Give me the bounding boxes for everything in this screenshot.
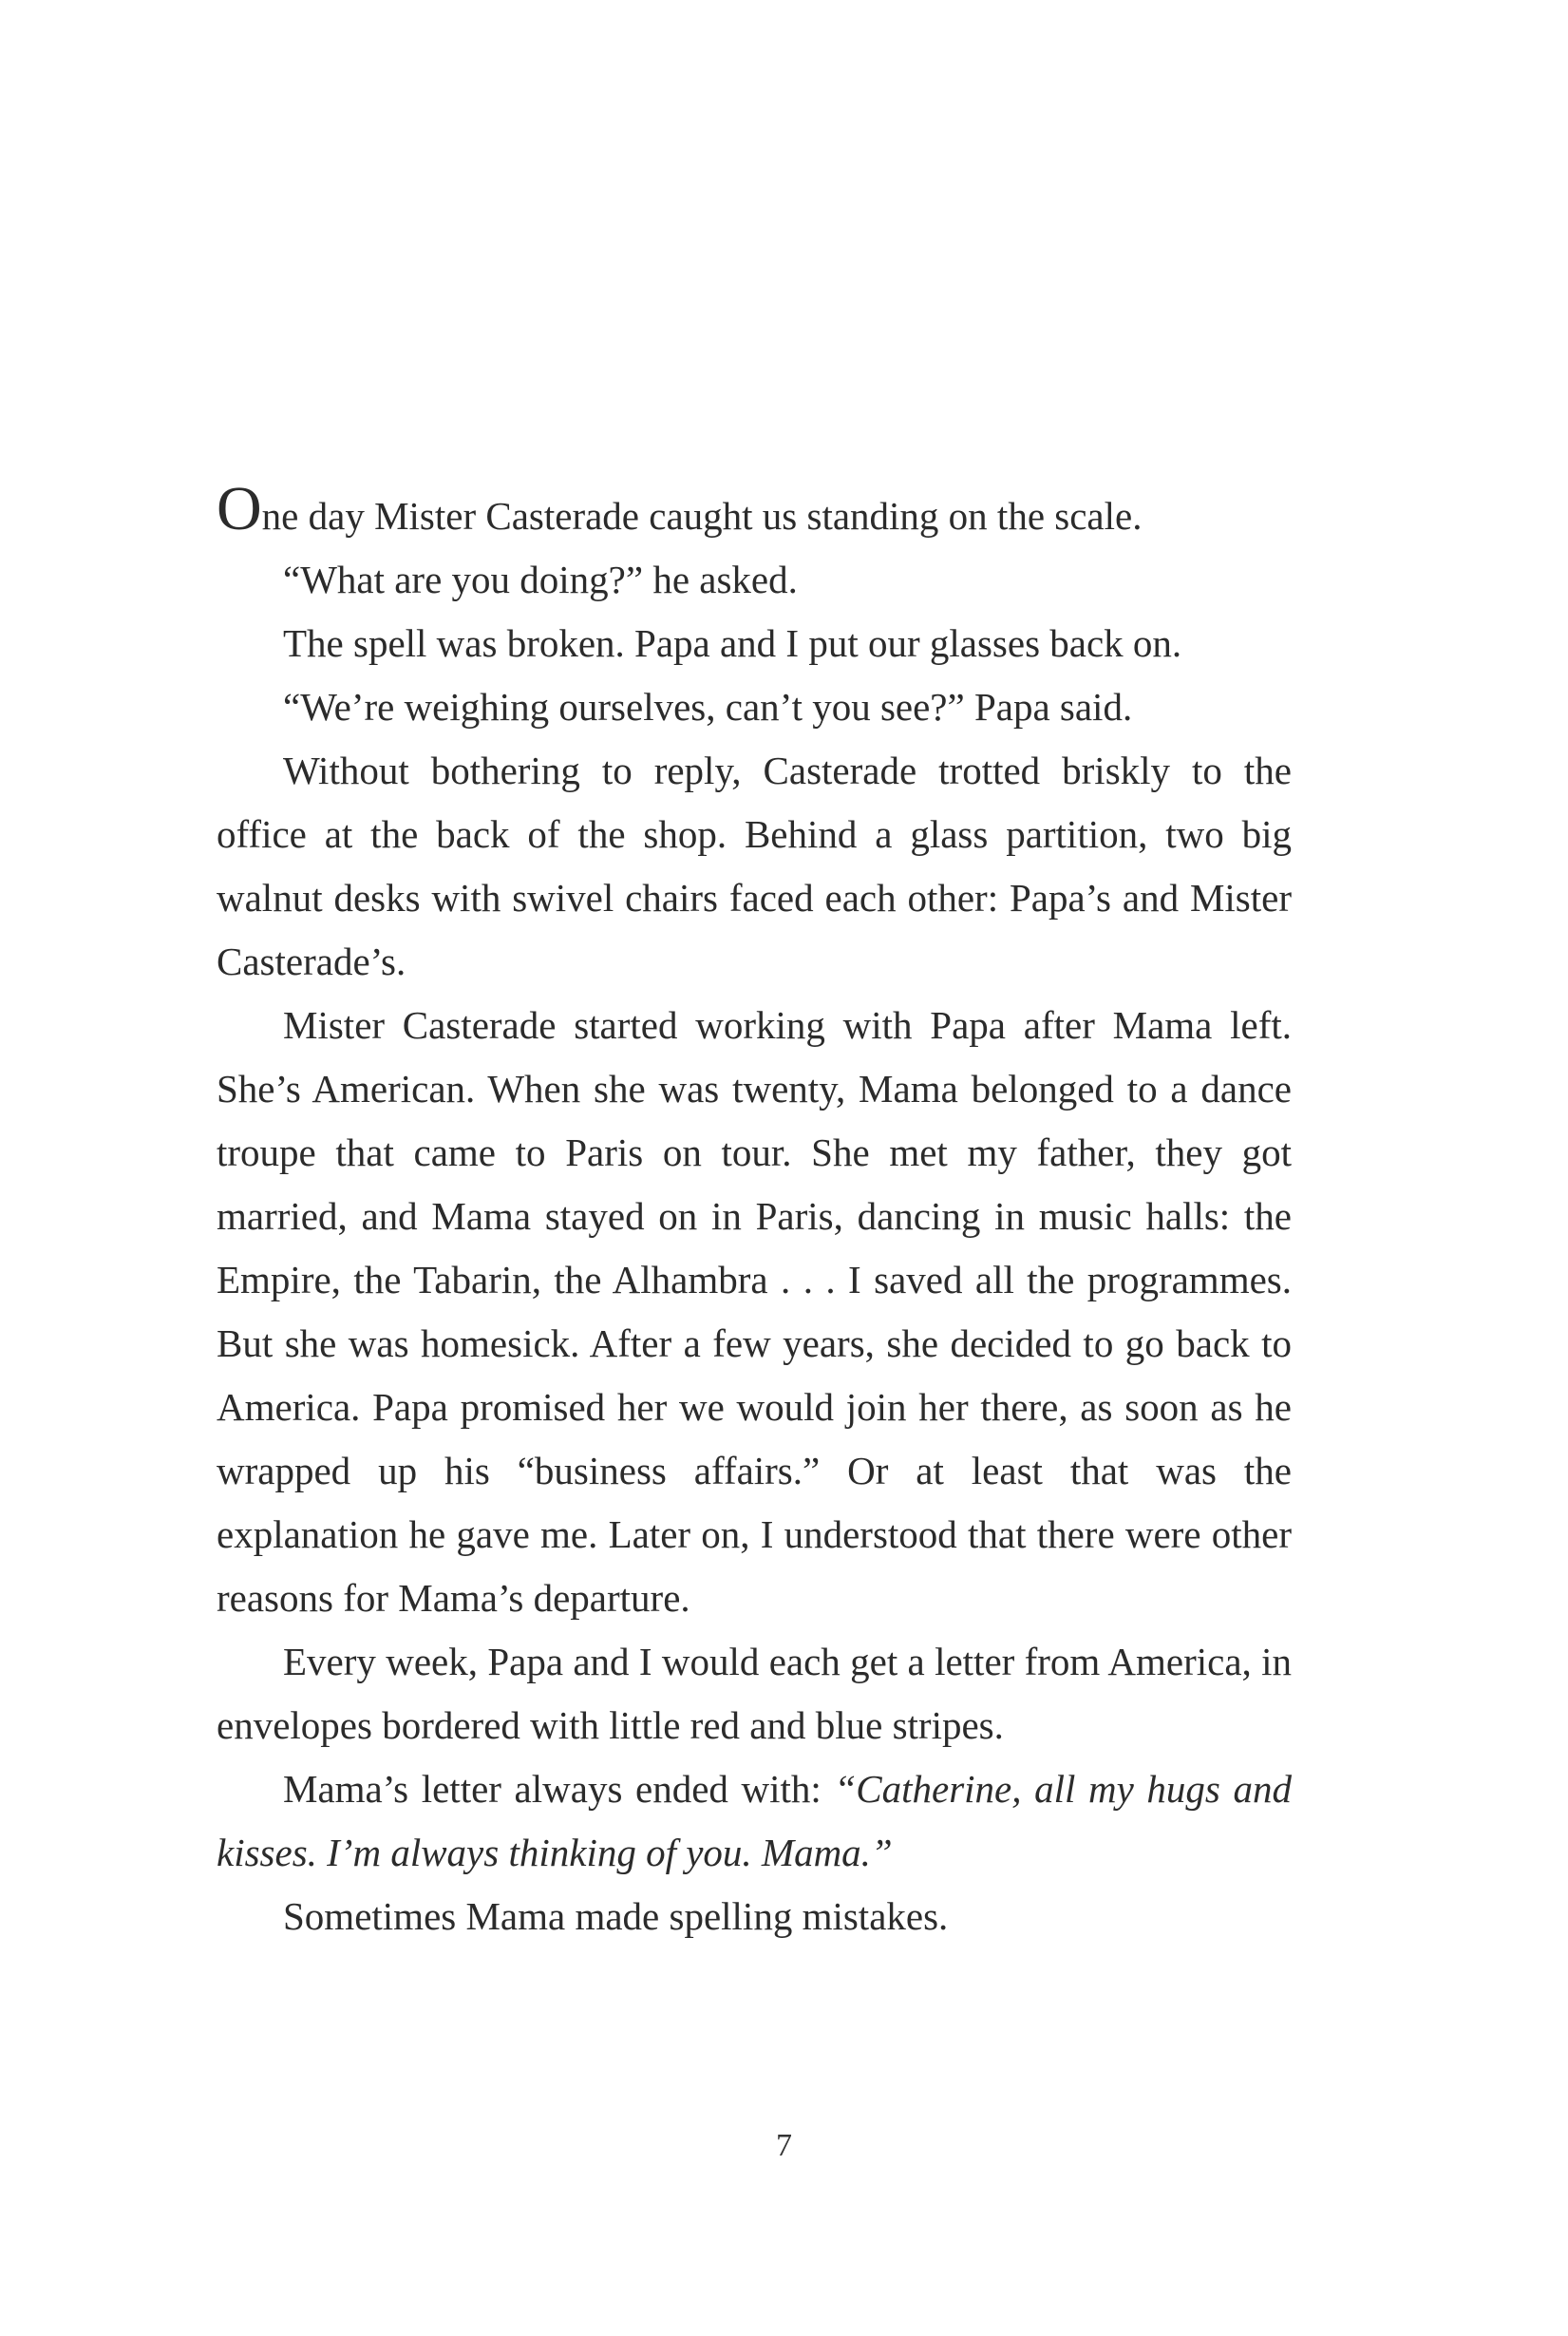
- paragraph-8: [217, 1757, 1292, 1885]
- page-number: 7: [776, 2128, 792, 2163]
- paragraph-9: Sometimes Mama made spelling mistakes.: [283, 1894, 949, 1938]
- drop-cap: O: [217, 474, 262, 543]
- paragraph-6: Mister Casterade started working with Papa after Mama left. She’s American. When she was twenty, Mama belonged to a dance troupe that came to Paris on tour. She met my father, they got married, and Mama stayed on in Paris, dancing in music halls: the Empire, the Tabarin, the Alhambra . . . I saved all the programmes. But she was homesick. After a few years, she decided to go back to America. Papa promised her we would join her there, as soon as he wrapped up his “business affairs.” Or at least that was the explanation he gave me. Later on, I understood that there were other reasons for Mama’s departure.: [217, 1003, 1292, 1620]
- paragraph-2: “What are you doing?” he asked.: [283, 558, 798, 601]
- paragraph-5: Without bothering to reply, Casterade trotted briskly to the office at the back of the shop. Behind a glass partition, two big walnut desks with swivel chairs faced each other: Papa’s and Mister Casterade’s.: [217, 749, 1292, 983]
- paragraph-1: [217, 474, 1292, 548]
- paragraph-text: ne day Mister Casterade caught us standing on the scale.: [261, 494, 1143, 538]
- paragraph-text: Mama’s letter always ended with:: [283, 1767, 835, 1811]
- italic-quote: “Catherine, all my hugs and kisses. I’m always thinking of you. Mama.”: [217, 1767, 1293, 1874]
- paragraph-7: Every week, Papa and I would each get a letter from America, in envelopes bordered with little red and blue stripes.: [217, 1640, 1292, 1747]
- paragraph-3: The spell was broken. Papa and I put our glasses back on.: [283, 621, 1182, 665]
- paragraph-4: “We’re weighing ourselves, can’t you see?” Papa said.: [283, 685, 1133, 729]
- body-text: [217, 474, 1293, 1948]
